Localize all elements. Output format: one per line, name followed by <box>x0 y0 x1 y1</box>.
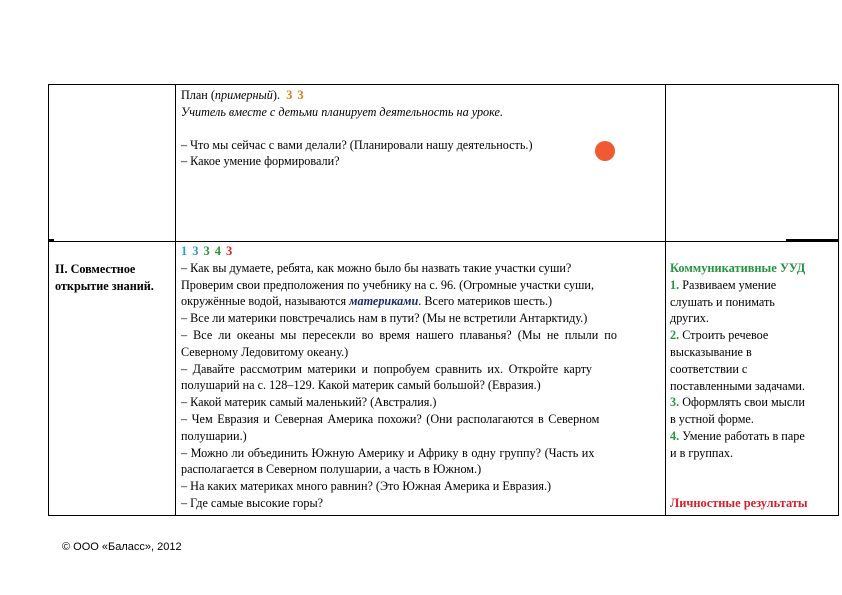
step-numbers <box>181 243 660 260</box>
uud-item: 3. Оформлять свои мысли в устной форме. <box>670 395 805 427</box>
dialogue-line: – Можно ли объединить Южную Америку и Африку в одну группу? (Часть их <box>181 445 595 460</box>
row-marker-right <box>786 239 839 242</box>
step-num: 3 <box>226 244 233 258</box>
dialogue-line: полушарии.) <box>181 428 247 443</box>
plan-num: 3 <box>286 88 293 102</box>
term-materiki: материками <box>349 294 419 309</box>
teacher-note: Учитель вместе с детьми планирует деятельность на уроке. <box>181 104 503 119</box>
step-num: 3 <box>203 244 210 258</box>
uud-cell <box>670 260 838 511</box>
dialogue-line: – Где самые высокие горы? <box>181 495 324 510</box>
plan-num: 3 <box>297 88 304 102</box>
orange-dot <box>595 141 615 161</box>
dialogue-line: Северному Ледовитому океану.) <box>181 344 349 359</box>
row-divider <box>49 241 838 242</box>
dialogue-line: – Какой материк самый маленький? (Австралия.) <box>181 395 437 410</box>
dialogue-line: – На каких материках много равнин? (Это Южная Америка и Евразия.) <box>181 479 552 494</box>
section-title: II. Совместное открытие знаний. <box>55 262 154 293</box>
dialogue-line: полушарий на с. 128–129. Какой материк самый большой? (Евразия.) <box>181 378 541 393</box>
step-num: 3 <box>192 244 199 258</box>
row-marker-left <box>48 239 54 242</box>
column-divider-1 <box>175 85 176 515</box>
uud-title: Коммуникативные УУД <box>670 261 806 275</box>
uud-item: 4. Умение работать в паре и в группах. <box>670 428 805 460</box>
dialogue-line: – Давайте рассмотрим материки и попробуем сравнить их. Откройте карту <box>181 361 593 376</box>
dialogue-line: располагается в Северном полушарии, а часть в Южном.) <box>181 462 482 477</box>
uud-item: 2. Строить речевое высказывание в соответствии с поставленными задачами. <box>670 328 805 393</box>
dialogue-cell <box>181 243 660 512</box>
step-num: 1 <box>181 244 188 258</box>
question-line: – Какое умение формировали? <box>181 154 340 169</box>
personal-results-title: Личностные результаты <box>670 495 808 510</box>
dialogue-line: – Как вы думаете, ребята, как можно было бы назвать такие участки суши? <box>181 260 572 275</box>
question-line: – Что мы сейчас с вами делали? (Планировали нашу деятельность.) <box>181 137 533 152</box>
plan-title: План (примерный). 3 3 <box>181 88 304 102</box>
step-num: 4 <box>214 244 221 258</box>
dialogue-line: – Все ли материки повстречались нам в пути? (Мы не встретили Антарктиду.) <box>181 311 588 326</box>
dialogue-line: – Чем Евразия и Северная Америка похожи? (Они располагаются в Северном <box>181 411 600 426</box>
footer-copyright: © ООО «Баласс», 2012 <box>62 541 182 553</box>
plan-cell <box>181 87 661 170</box>
uud-item: 1. Развиваем умение слушать и понимать других. <box>670 277 777 326</box>
dialogue-line: Проверим свои предположения по учебнику на с. 96. (Огромные участки суши, <box>181 277 594 292</box>
dialogue-line: – Все ли океаны мы пересекли во время нашего плаванья? (Мы не плыли по <box>181 327 617 342</box>
section-title-cell <box>55 261 173 295</box>
column-divider-2 <box>665 85 666 515</box>
dialogue-line: окружённые водой, называются материками. Всего материков шесть.) <box>181 294 553 309</box>
lesson-table <box>48 84 839 516</box>
